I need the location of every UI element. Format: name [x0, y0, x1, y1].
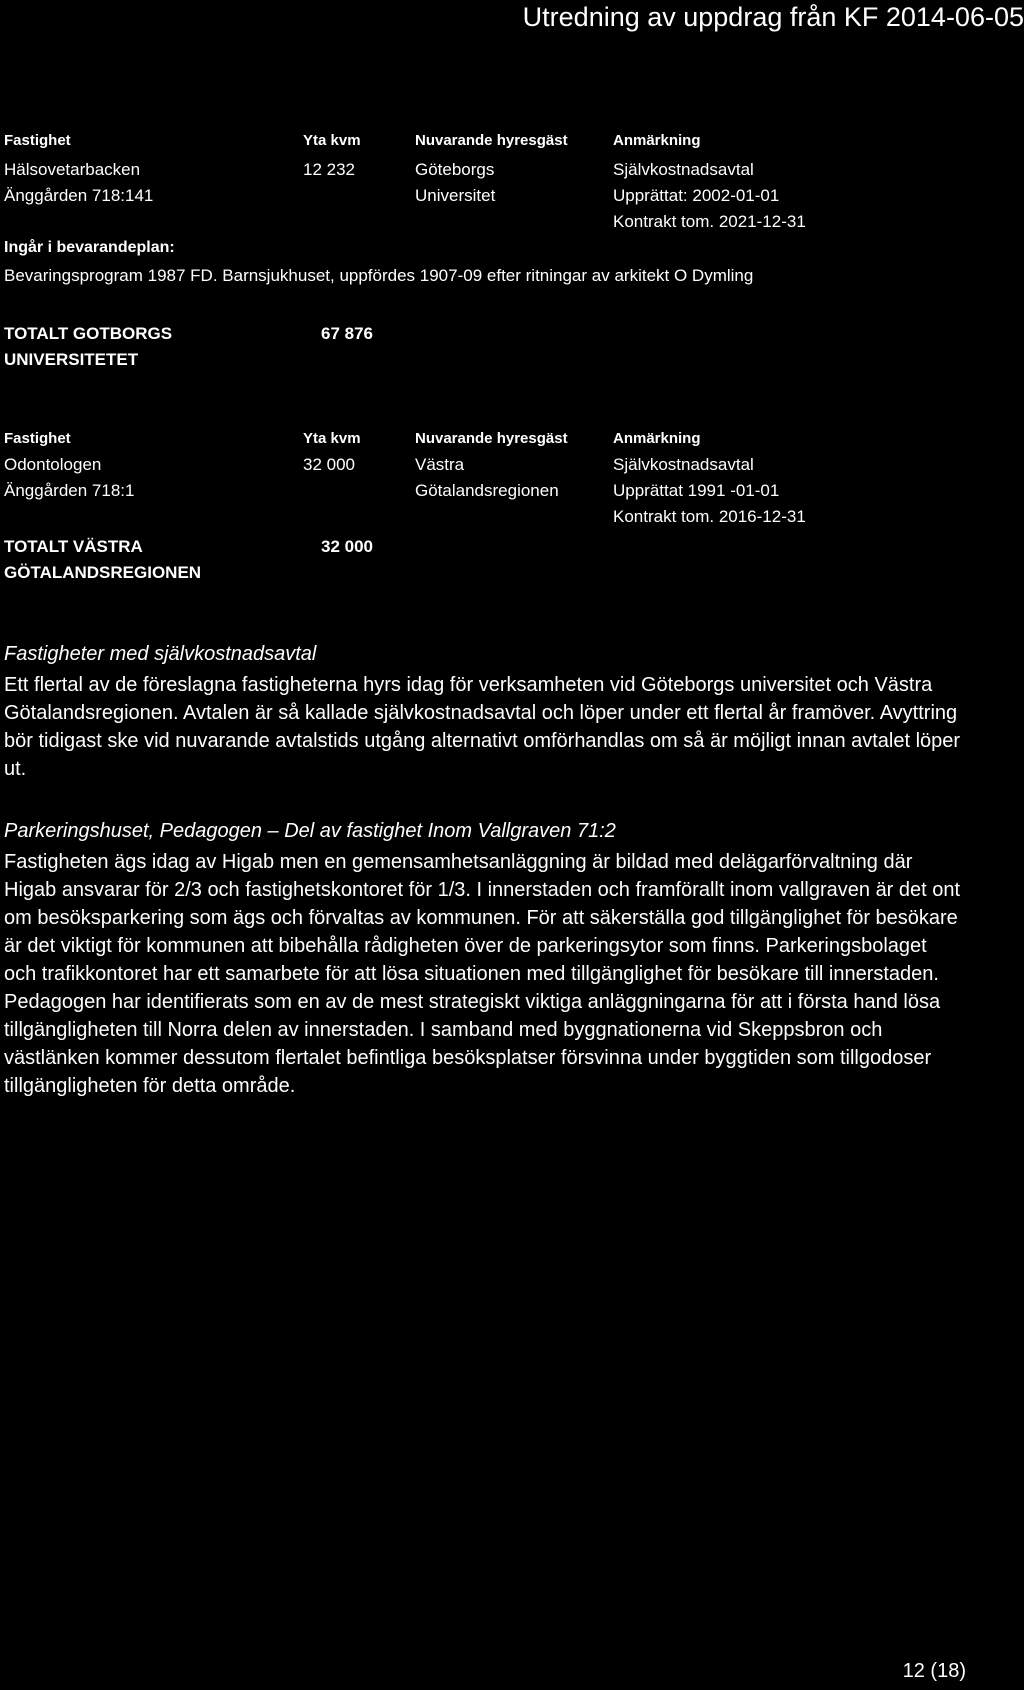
section-title-parking: Parkeringshuset, Pedagogen – Del av fastighet Inom Vallgraven 71:2 — [4, 820, 616, 842]
note-line3: Kontrakt tom. 2021-12-31 — [613, 212, 806, 231]
note-line1: Självkostnadsavtal — [613, 455, 754, 474]
note-line2: Upprättat 1991 -01-01 — [613, 481, 780, 500]
total-label-line1: TOTALT VÄSTRA — [4, 537, 143, 556]
col-header-fastighet: Fastighet — [4, 132, 71, 149]
note-line3: Kontrakt tom. 2016-12-31 — [613, 507, 806, 526]
section-title-self-cost: Fastigheter med självkostnadsavtal — [4, 643, 317, 665]
section-body-parking: Fastigheten ägs idag av Higab men en gemensamhetsanläggning är bildad med delägarförvaltning där Higab ansvarar för 2/3 och fastighetskontoret för 1/3. I innerstaden och framförallt inom vallgraven är det ont om besöksparkering som ägs och förvaltas av kommunen. För att säkerställa god tillgänglighet för besökare är det viktigt för kommunen att bibehålla rådigheten över de parkeringsytor som finns. Parkeringsbolaget och trafikkontoret har ett samarbete för att lösa situationen med tillgänglighet för besökare till innerstaden. Pedagogen har identifierats som en av de mest strategiskt viktiga anläggningarna för att i första hand lösa tillgängligheten till Norra delen av innerstaden. I samband med byggnationerna vid Skeppsbron och västlänken kommer dessutom flertalet befintliga besöksplatser försvinna under byggtiden som tillgodoser tillgängligheten för detta område. — [4, 851, 961, 1097]
tenant-line2: Götalandsregionen — [415, 481, 559, 500]
preservation-label: Ingår i bevarandeplan: — [4, 239, 175, 256]
note-line2: Upprättat: 2002-01-01 — [613, 186, 780, 205]
property-area: 32 000 — [303, 455, 355, 474]
total-label-line2: GÖTALANDSREGIONEN — [4, 563, 202, 582]
col-header-anmarkning: Anmärkning — [613, 430, 701, 447]
property-name: Hälsovetarbacken — [4, 160, 141, 179]
total-label-line2: UNIVERSITETET — [4, 350, 139, 369]
document-header: Utredning av uppdrag från KF 2014-06-05 — [522, 2, 1024, 32]
col-header-hyresgast: Nuvarande hyresgäst — [415, 430, 568, 447]
section-body-self-cost: Ett flertal av de föreslagna fastigheterna hyrs idag för verksamheten vid Göteborgs universitet och Västra Götalandsregionen. Avtalen är så kallade självkostnadsavtal och löper under ett flertal år framöver. Avyttring bör tidigast ske vid nuvarande avtalstids utgång alternativt omförhandlas om så är möjligt innan avtalet löper ut. — [4, 674, 961, 780]
tenant-line2: Universitet — [415, 186, 496, 205]
col-header-yta: Yta kvm — [303, 132, 361, 149]
col-header-hyresgast: Nuvarande hyresgäst — [415, 132, 568, 149]
tenant-line1: Göteborgs — [415, 160, 495, 179]
page-number: 12 (18) — [902, 1660, 966, 1682]
property-designation: Änggården 718:141 — [4, 186, 154, 205]
note-line1: Självkostnadsavtal — [613, 160, 754, 179]
total-value: 32 000 — [321, 537, 373, 556]
property-area: 12 232 — [303, 160, 355, 179]
total-value: 67 876 — [321, 324, 373, 343]
preservation-text: Bevaringsprogram 1987 FD. Barnsjukhuset, uppfördes 1907-09 efter ritningar av arkitekt O Dymling — [4, 266, 754, 285]
col-header-fastighet: Fastighet — [4, 430, 71, 447]
col-header-anmarkning: Anmärkning — [613, 132, 701, 149]
property-designation: Änggården 718:1 — [4, 481, 135, 500]
total-label-line1: TOTALT GOTBORGS — [4, 324, 173, 343]
tenant-line1: Västra — [415, 455, 465, 474]
property-name: Odontologen — [4, 455, 102, 474]
col-header-yta: Yta kvm — [303, 430, 361, 447]
